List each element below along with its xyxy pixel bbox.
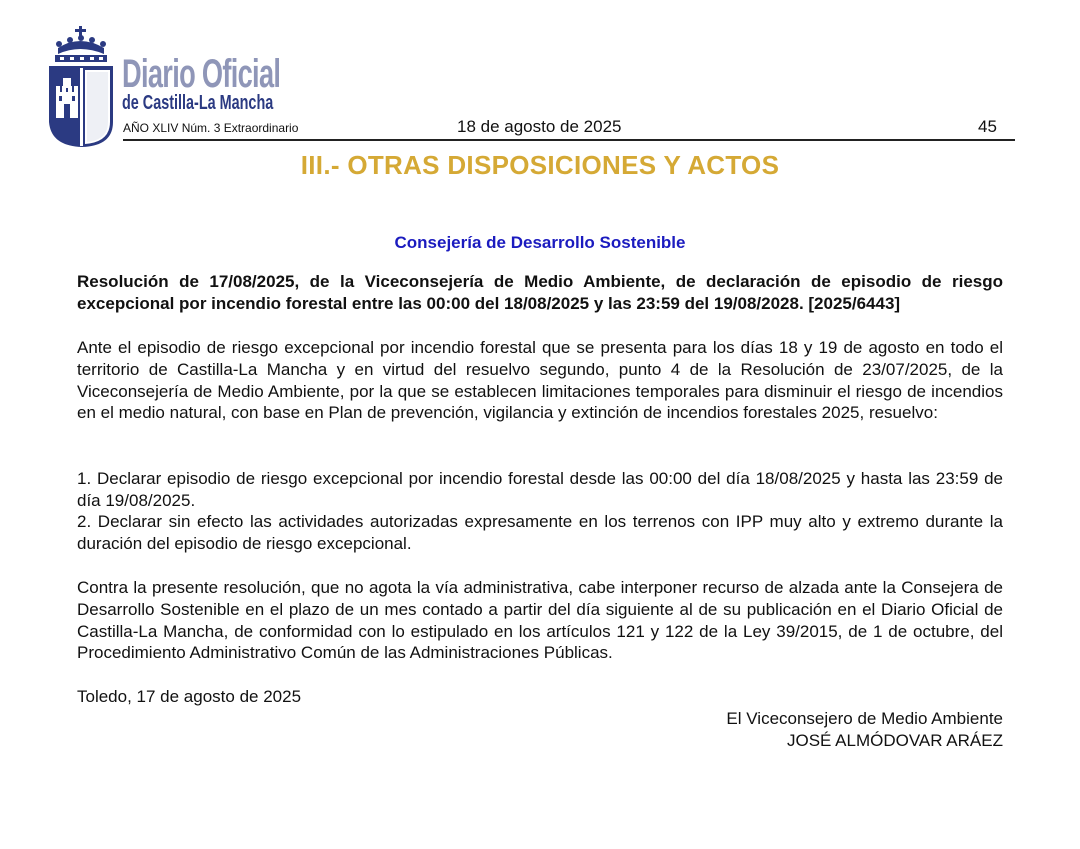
brand-title: Diario Oficial xyxy=(122,52,281,96)
issue-info: AÑO XLIV Núm. 3 Extraordinario xyxy=(123,121,299,135)
castle-crown-shield-icon xyxy=(46,26,118,150)
signer-title: El Viceconsejero de Medio Ambiente xyxy=(726,709,1003,728)
brand-logotype xyxy=(122,54,292,113)
department-name: Consejería de Desarrollo Sostenible xyxy=(394,233,686,252)
section-title: III.- OTRAS DISPOSICIONES Y ACTOS xyxy=(300,150,780,180)
resolution-item-2: 2. Declarar sin efecto las actividades autorizadas expresamente en los terrenos con IPP muy alto y extremo durante la duración del episodio de riesgo excepcional. xyxy=(77,512,1003,553)
page-number: 45 xyxy=(978,117,997,136)
header-divider xyxy=(123,139,1015,141)
resolution-title: Resolución de 17/08/2025, de la Viceconsejería de Medio Ambiente, de declaración de episodio de riesgo excepcional por incendio forestal entre las 00:00 del 18/08/2025 y las 23:59 del 19/08/2028. [2025/6443] xyxy=(77,272,1003,313)
publication-date: 18 de agosto de 2025 xyxy=(457,117,622,136)
place-date: Toledo, 17 de agosto de 2025 xyxy=(77,687,302,706)
appeal-paragraph: Contra la presente resolución, que no agota la vía administrativa, cabe interponer recurso de alzada ante la Consejera de Desarrollo Sostenible en el plazo de un mes contado a partir del día siguiente al de su publicación en el Diario Oficial de Castilla-La Mancha, de conformidad con lo estipulado en los artículos 121 y 122 de la Ley 39/2015, de 1 de octubre, del Procedimiento Administrativo Común de las Administraciones Públicas. xyxy=(77,578,1003,663)
resolution-item-1: 1. Declarar episodio de riesgo excepcional por incendio forestal desde las 00:00 del día 18/08/2025 y hasta las 23:59 de día 19/08/2025. xyxy=(77,469,1003,510)
brand-subtitle: de Castilla-La Mancha xyxy=(122,92,274,114)
signer-name: JOSÉ ALMÓDOVAR ARÁEZ xyxy=(786,731,1003,750)
intro-paragraph: Ante el episodio de riesgo excepcional por incendio forestal que se presenta para los días 18 y 19 de agosto en todo el territorio de Castilla-La Mancha y en virtud del resuelvo segundo, punto 4 de la Resolución de 23/07/2025, de la Viceconsejería de Medio Ambiente, por la que se establecen limitaciones temporales para disminuir el riesgo de incendios en el medio natural, con base en Plan de prevención, vigilancia y extinción de incendios forestales 2025, resuelvo: xyxy=(77,338,1003,423)
